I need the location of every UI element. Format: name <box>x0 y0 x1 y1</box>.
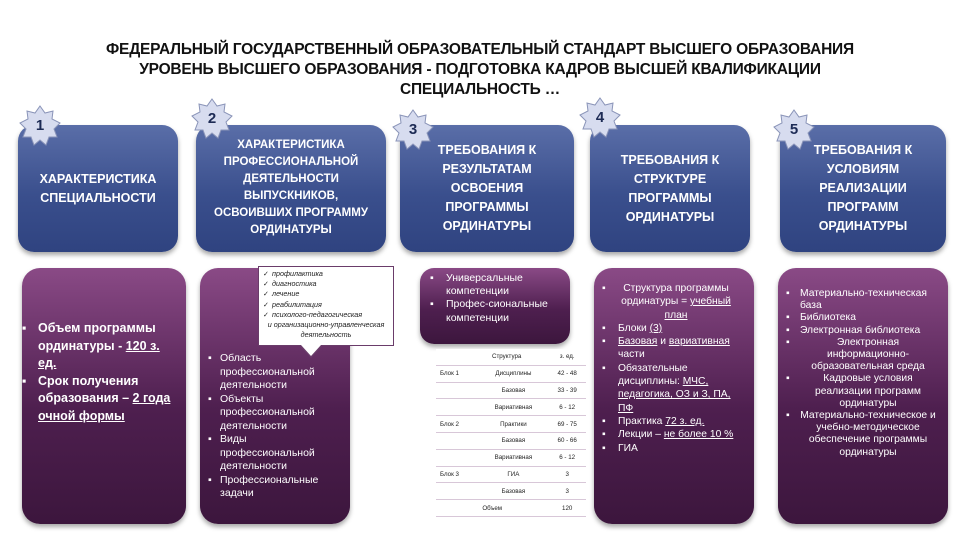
activity-list <box>208 352 338 501</box>
list-item: ▪ Профессиональные задачи <box>208 474 338 501</box>
callout-item: и организационно-управленческая деятельность <box>267 320 385 340</box>
program-structure-table <box>436 349 586 517</box>
header-card-2 <box>196 125 386 252</box>
list-item: ▪ Объекты профессиональной деятельности <box>208 393 338 434</box>
badge-2 <box>190 97 234 141</box>
activity-types-callout <box>258 266 394 346</box>
list-item: ▪ Структура программы ординатуры = учебный план <box>602 282 734 322</box>
list-item: ▪ Библиотека <box>786 312 936 324</box>
list-item: ▪ Кадровые условия реализации программ ординатуры <box>786 373 936 410</box>
list-item: ▪ Виды профессиональной деятельности <box>208 433 338 474</box>
check-icon: ✓ <box>263 289 270 299</box>
conditions-list <box>786 288 936 459</box>
check-icon: ✓ <box>263 279 270 289</box>
list-item: ▪ Электронная библиотека <box>786 325 936 337</box>
table-row: Базовая 3 <box>436 483 586 500</box>
header-text-3: ТРЕБОВАНИЯ К РЕЗУЛЬТАТАМ ОСВОЕНИЯ ПРОГРАММЫ ОРДИНАТУРЫ <box>437 143 537 233</box>
header-text-2: ХАРАКТЕРИСТИКА ПРОФЕССИОНАЛЬНОЙ ДЕЯТЕЛЬНОСТИ ВЫПУСКНИКОВ, ОСВОИВШИХ ПРОГРАММУ ОРДИНАТУРЫ <box>214 139 368 236</box>
table-total-row: Объем 120 <box>436 500 586 517</box>
badge-number-4: 4 <box>595 109 605 126</box>
specialty-list <box>22 320 172 425</box>
badge-number-5: 5 <box>789 121 799 138</box>
check-icon: ✓ <box>263 269 270 278</box>
table-row: Базовая 33 - 39 <box>436 382 586 399</box>
content-card-5 <box>778 268 948 524</box>
list-item: ▪ Электронная информационно-образовательная среда <box>786 337 936 374</box>
header-text-5: ТРЕБОВАНИЯ К УСЛОВИЯМ РЕАЛИЗАЦИИ ПРОГРАММ ОРДИНАТУРЫ <box>813 143 913 233</box>
table-row: Вариативная 6 - 12 <box>436 449 586 466</box>
callout-item: ✓ профилактика <box>263 269 323 278</box>
list-item: ▪ Объем программы ординатуры - 120 з. ед. <box>22 320 172 373</box>
table-row: Блок 2 Практики 69 - 75 <box>436 416 586 433</box>
table-row: Блок 3 ГИА 3 <box>436 466 586 483</box>
header-text-1: ХАРАКТЕРИСТИКА СПЕЦИАЛЬНОСТИ <box>39 171 157 205</box>
badge-number-1: 1 <box>35 117 45 134</box>
list-item: ▪ Обязательные дисциплины: МЧС, педагогика, ОЗ и З, ПА, ПФ <box>602 362 734 415</box>
competences-list <box>430 272 560 325</box>
title-line-3: СПЕЦИАЛЬНОСТЬ … <box>399 81 560 98</box>
header-text-4: ТРЕБОВАНИЯ К СТРУКТУРЕ ПРОГРАММЫ ОРДИНАТУРЫ <box>620 152 720 224</box>
list-item: ▪ Практика 72 з. ед. <box>602 415 734 428</box>
list-item: ▪ Срок получения образования – 2 года очной формы <box>22 373 172 426</box>
list-item: ▪ Универсальные компетенции <box>430 272 560 298</box>
callout-item: ✓ психолого-педагогическая <box>263 309 363 319</box>
callout-item: ✓ диагностика <box>263 279 317 289</box>
header-card-4 <box>590 125 750 252</box>
content-card-3 <box>420 268 570 344</box>
check-icon: ✓ <box>263 309 270 319</box>
list-item: ▪ Материально-техническая база <box>786 288 936 312</box>
badge-5 <box>772 108 816 152</box>
list-item: ▪ Базовая и вариативная части <box>602 335 734 362</box>
badge-3 <box>391 108 435 152</box>
table-row: Блок 1 Дисциплины 42 - 48 <box>436 365 586 382</box>
badge-1 <box>18 104 62 148</box>
callout-item: ✓ реабилитация <box>263 299 322 309</box>
badge-4 <box>578 96 622 140</box>
page-title <box>40 40 920 100</box>
check-icon: ✓ <box>263 299 270 309</box>
title-line-1: ФЕДЕРАЛЬНЫЙ ГОСУДАРСТВЕННЫЙ ОБРАЗОВАТЕЛЬНЫЙ СТАНДАРТ ВЫСШЕГО ОБРАЗОВАНИЯ <box>106 41 854 58</box>
list-item: ▪ ГИА <box>602 442 734 455</box>
list-item: ▪ Область профессиональной деятельности <box>208 352 338 393</box>
list-item: ▪ Материально-техническое и учебно-методическое обеспечение программы ординатуры <box>786 410 936 459</box>
table-row: Вариативная 6 - 12 <box>436 399 586 416</box>
content-card-1 <box>22 268 186 524</box>
table-header-row: Структура з. ед. <box>436 349 586 365</box>
title-line-2: УРОВЕНЬ ВЫСШЕГО ОБРАЗОВАНИЯ - ПОДГОТОВКА КАДРОВ ВЫСШЕЙ КВАЛИФИКАЦИИ <box>139 61 821 78</box>
badge-number-2: 2 <box>207 110 217 127</box>
badge-number-3: 3 <box>408 121 418 138</box>
callout-item: ✓ лечение <box>263 289 300 299</box>
list-item: ▪ Лекции – не более 10 % <box>602 428 734 441</box>
list-item: ▪ Профес-сиональные компетенции <box>430 298 560 324</box>
table-row: Базовая 60 - 66 <box>436 432 586 449</box>
structure-list <box>602 282 734 455</box>
list-item: ▪ Блоки (3) <box>602 322 734 335</box>
content-card-4 <box>594 268 754 524</box>
